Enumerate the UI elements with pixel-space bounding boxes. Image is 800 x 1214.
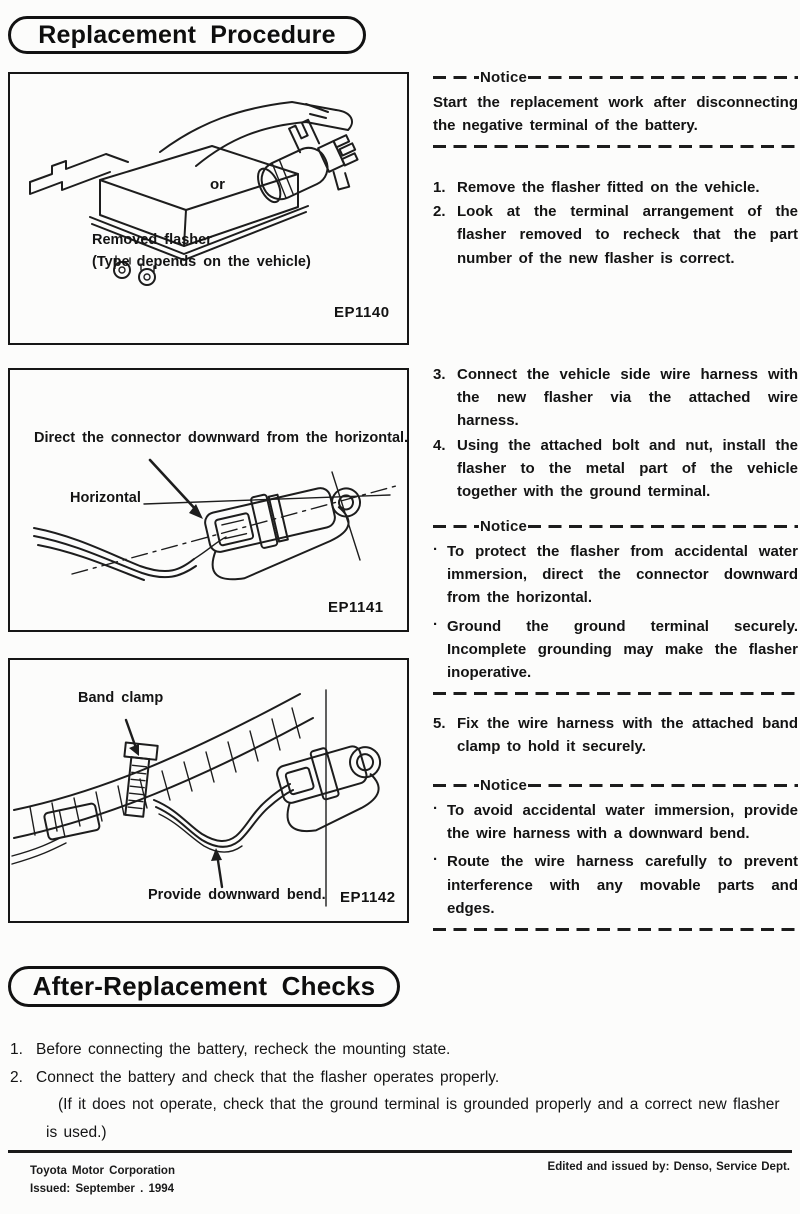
check-text: Before connecting the battery, recheck the mounting state. xyxy=(36,1041,451,1058)
figure1-caption-line2: (Type depends on the vehicle) xyxy=(92,254,311,270)
section-title-after-replacement-checks xyxy=(8,966,400,1007)
step-item-5 xyxy=(433,712,798,758)
steps-3-4 xyxy=(433,363,798,503)
step-item-1 xyxy=(433,176,798,199)
footer-publisher xyxy=(30,1163,175,1198)
step-item-2 xyxy=(433,200,798,270)
notice-item-text: To protect the flasher from accidental water immersion, direct the connector downward from the horizontal. xyxy=(447,543,798,607)
notice-item-text: Ground the ground terminal securely. Incomplete grounding may make the flasher inoperative. xyxy=(447,617,798,682)
notice-item-text: Route the wire harness carefully to prevent interference with any movable parts and edges. xyxy=(447,853,798,917)
bullet-dot: · xyxy=(433,851,438,869)
step-text: Using the attached bolt and nut, install the flasher to the metal part of the vehicle together with the ground terminal. xyxy=(457,436,798,501)
notice-header xyxy=(433,517,798,535)
dash-segment xyxy=(528,76,798,79)
check-item-1 xyxy=(10,1036,792,1064)
dash-segment xyxy=(528,784,798,787)
dashed-separator xyxy=(433,692,798,695)
figure1-code: EP1140 xyxy=(334,304,390,321)
step-number: 4. xyxy=(433,436,446,454)
step-text: Remove the flasher fitted on the vehicle. xyxy=(457,179,760,196)
footer-issued-date: Issued: September . 1994 xyxy=(30,1182,175,1195)
figure-band-clamp xyxy=(8,658,409,923)
figure3-clamp-label: Band clamp xyxy=(78,690,164,706)
notice-label: Notice xyxy=(480,776,528,794)
dashed-separator xyxy=(433,928,798,931)
dashed-separator xyxy=(433,145,798,148)
step-5-block xyxy=(433,712,798,758)
figure2-horizontal-label: Horizontal xyxy=(70,490,141,506)
notice-block-immersion-ground xyxy=(433,517,798,695)
check-number: 2. xyxy=(10,1068,23,1086)
step-text: Fix the wire harness with the attached band clamp to hold it securely. xyxy=(457,715,798,756)
flasher-types-illustration xyxy=(10,74,406,342)
notice-block-battery xyxy=(433,68,798,148)
dash-segment xyxy=(528,525,798,528)
bullet-dot: · xyxy=(433,541,438,558)
footer-divider xyxy=(8,1150,792,1153)
notice-label: Notice xyxy=(480,517,528,535)
bullet-dot: · xyxy=(433,615,438,633)
harness-clamp-illustration xyxy=(10,660,406,920)
step-number: 5. xyxy=(433,715,446,732)
section-title-text: After-Replacement Checks xyxy=(32,971,376,1001)
figure3-bend-label: Provide downward bend. xyxy=(148,887,326,903)
step-text: Connect the vehicle side wire harness with the new flasher via the attached wire harness. xyxy=(457,366,798,430)
figure1-caption-line1: Removed flasher xyxy=(92,232,212,248)
step-number: 1. xyxy=(433,179,446,196)
after-replacement-checks-list xyxy=(10,1036,792,1146)
notice-bullet-item xyxy=(433,850,798,920)
notice-bullet-item xyxy=(433,799,798,845)
footer-editor: Edited and issued by: Denso, Service Dept. xyxy=(547,1161,790,1173)
bullet-dot: · xyxy=(433,800,438,817)
notice-bullet-item xyxy=(433,540,798,610)
notice-header xyxy=(433,68,798,86)
check-note: (If it does not operate, check that the ground terminal is grounded properly and a correct new flasher is used.) xyxy=(46,1096,780,1141)
step-item-3 xyxy=(433,363,798,433)
notice-item-text: To avoid accidental water immersion, provide the wire harness with a downward bend. xyxy=(447,802,798,843)
step-number: 3. xyxy=(433,366,446,383)
step-item-4 xyxy=(433,434,798,504)
section-title-replacement-procedure xyxy=(8,16,366,54)
figure-connector-direction xyxy=(8,368,409,632)
figure2-pointer-label: Direct the connector downward from the horizontal. xyxy=(34,430,409,446)
notice-block-routing xyxy=(433,776,798,931)
dash-segment xyxy=(433,784,479,787)
figure2-code: EP1141 xyxy=(328,599,384,616)
figure-removed-flasher xyxy=(8,72,409,345)
notice-bullet-item xyxy=(433,615,798,685)
check-number: 1. xyxy=(10,1041,23,1058)
step-text: Look at the terminal arrangement of the flasher removed to recheck that the part number of the new flasher is correct. xyxy=(457,203,798,267)
notice-body-text: Start the replacement work after disconnecting the negative terminal of the battery. xyxy=(433,94,798,135)
notice-label: Notice xyxy=(480,68,528,86)
step-number: 2. xyxy=(433,203,446,221)
section-title-text: Replacement Procedure xyxy=(38,20,336,49)
notice-header xyxy=(433,776,798,794)
figure3-code: EP1142 xyxy=(340,889,396,906)
check-item-2 xyxy=(10,1064,792,1147)
check-text: Connect the battery and check that the flasher operates properly. xyxy=(36,1068,500,1086)
steps-1-2 xyxy=(433,176,798,270)
footer-company: Toyota Motor Corporation xyxy=(30,1165,175,1177)
dash-segment xyxy=(433,525,479,528)
dash-segment xyxy=(433,76,479,79)
or-label: or xyxy=(210,176,225,193)
